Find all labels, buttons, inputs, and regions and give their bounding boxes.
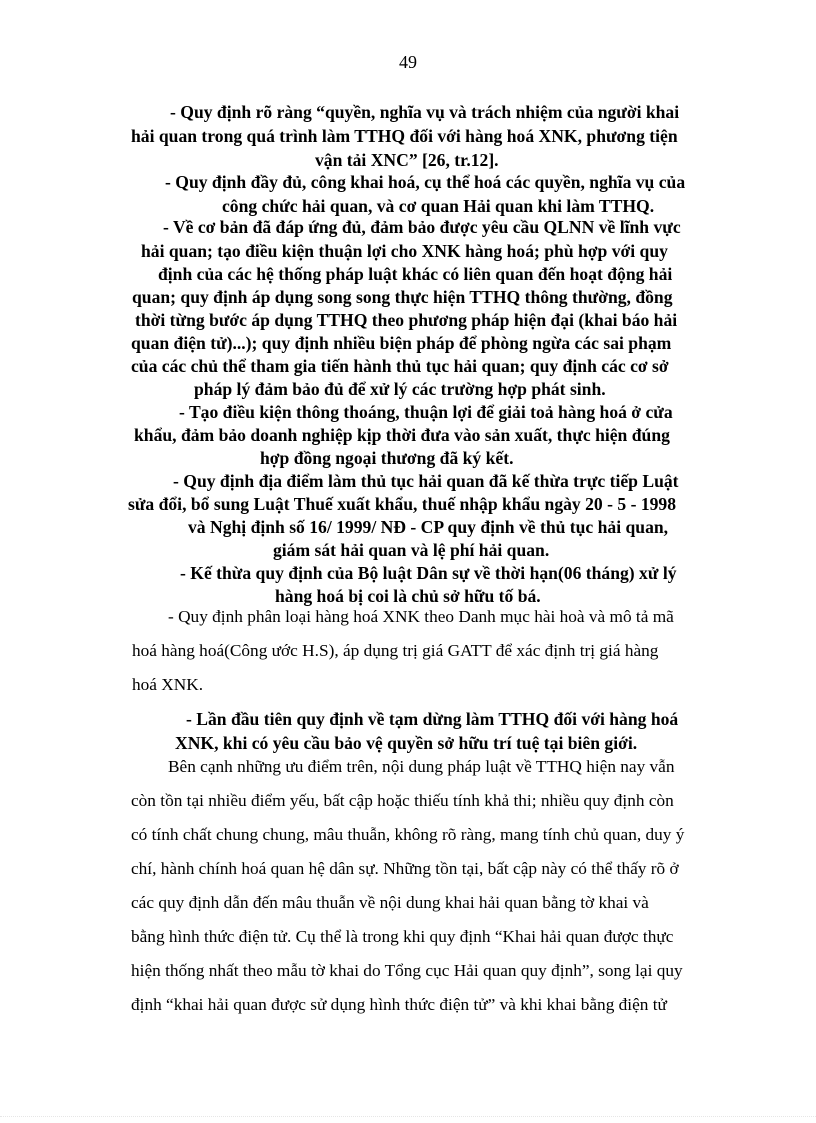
text-line: thời từng bước áp dụng TTHQ theo phương pháp hiện đại (khai báo hải <box>135 310 678 330</box>
text-line: giám sát hải quan và lệ phí hải quan. <box>273 540 550 560</box>
text-line: - Quy định rõ ràng “quyền, nghĩa vụ và trách nhiệm của người khai <box>170 102 680 122</box>
text-line: hàng hoá bị coi là chủ sở hữu tố bá. <box>275 586 541 606</box>
text-line: còn tồn tại nhiều điểm yếu, bất cập hoặc thiếu tính khả thi; nhiều quy định còn <box>131 791 674 810</box>
text-line: định của các hệ thống pháp luật khác có liên quan đến hoạt động hải <box>158 264 673 284</box>
text-line: vận tải XNC” [26, tr.12]. <box>315 150 499 170</box>
text-line: hải quan trong quá trình làm TTHQ đối với hàng hoá XNK, phương tiện <box>131 126 678 146</box>
text-line: - Quy định địa điểm làm thủ tục hải quan đã kế thừa trực tiếp Luật <box>173 471 679 491</box>
text-line: quan; quy định áp dụng song song thực hiện TTHQ thông thường, đồng <box>132 287 673 307</box>
text-line: định “khai hải quan được sử dụng hình thức điện tử” và khi khai bằng điện tử <box>131 995 667 1014</box>
text-line: hiện thống nhất theo mẫu tờ khai do Tổng cục Hải quan quy định”, song lại quy <box>131 961 683 980</box>
text-line: - Quy định đầy đủ, công khai hoá, cụ thể hoá các quyền, nghĩa vụ của <box>165 172 686 192</box>
text-line: công chức hải quan, và cơ quan Hải quan khi làm TTHQ. <box>222 196 655 216</box>
text-line: Bên cạnh những ưu điểm trên, nội dung pháp luật về TTHQ hiện nay vẫn <box>168 757 675 776</box>
text-line: có tính chất chung chung, mâu thuẫn, không rõ ràng, mang tính chủ quan, duy ý <box>131 825 685 844</box>
text-line: hải quan; tạo điều kiện thuận lợi cho XNK hàng hoá; phù hợp với quy <box>141 241 668 261</box>
text-line: các quy định dẫn đến mâu thuẫn về nội dung khai hải quan bằng tờ khai và <box>131 893 649 912</box>
text-line: quan điện tử)...); quy định nhiều biện pháp để phòng ngừa các sai phạm <box>131 333 672 353</box>
text-line: bằng hình thức điện tử. Cụ thể là trong khi quy định “Khai hải quan được thực <box>131 927 674 946</box>
text-line: pháp lý đảm bảo đủ để xử lý các trường hợp phát sinh. <box>194 379 606 399</box>
text-line: - Tạo điều kiện thông thoáng, thuận lợi để giải toả hàng hoá ở cửa <box>179 402 673 422</box>
text-line: của các chủ thể tham gia tiến hành thủ tục hải quan; quy định các cơ sở <box>131 356 669 376</box>
text-line: sửa đổi, bổ sung Luật Thuế xuất khẩu, thuế nhập khẩu ngày 20 - 5 - 1998 <box>128 494 677 514</box>
text-line: khẩu, đảm bảo doanh nghiệp kịp thời đưa vào sản xuất, thực hiện đúng <box>134 425 670 445</box>
text-line: - Quy định phân loại hàng hoá XNK theo Danh mục hài hoà và mô tả mã <box>168 607 674 626</box>
text-line: và Nghị định số 16/ 1999/ NĐ - CP quy định về thủ tục hải quan, <box>188 517 669 537</box>
text-line: - Về cơ bản đã đáp ứng đủ, đảm bảo được yêu cầu QLNN về lĩnh vực <box>163 217 681 237</box>
page-number: 49 <box>399 52 417 72</box>
text-line: hợp đồng ngoại thương đã ký kết. <box>260 448 514 468</box>
text-line: XNK, khi có yêu cầu bảo vệ quyền sở hữu trí tuệ tại biên giới. <box>175 733 638 753</box>
text-line: - Lần đầu tiên quy định về tạm dừng làm TTHQ đối với hàng hoá <box>186 709 679 729</box>
text-line: chí, hành chính hoá quan hệ dân sự. Những tồn tại, bất cập này có thể thấy rõ ở <box>131 859 679 878</box>
text-line: hoá XNK. <box>132 675 204 694</box>
text-line: hoá hàng hoá(Công ước H.S), áp dụng trị giá GATT để xác định trị giá hàng <box>132 641 659 660</box>
text-line: - Kế thừa quy định của Bộ luật Dân sự về thời hạn(06 tháng) xử lý <box>180 563 677 583</box>
page-bottom-border <box>0 1116 816 1118</box>
